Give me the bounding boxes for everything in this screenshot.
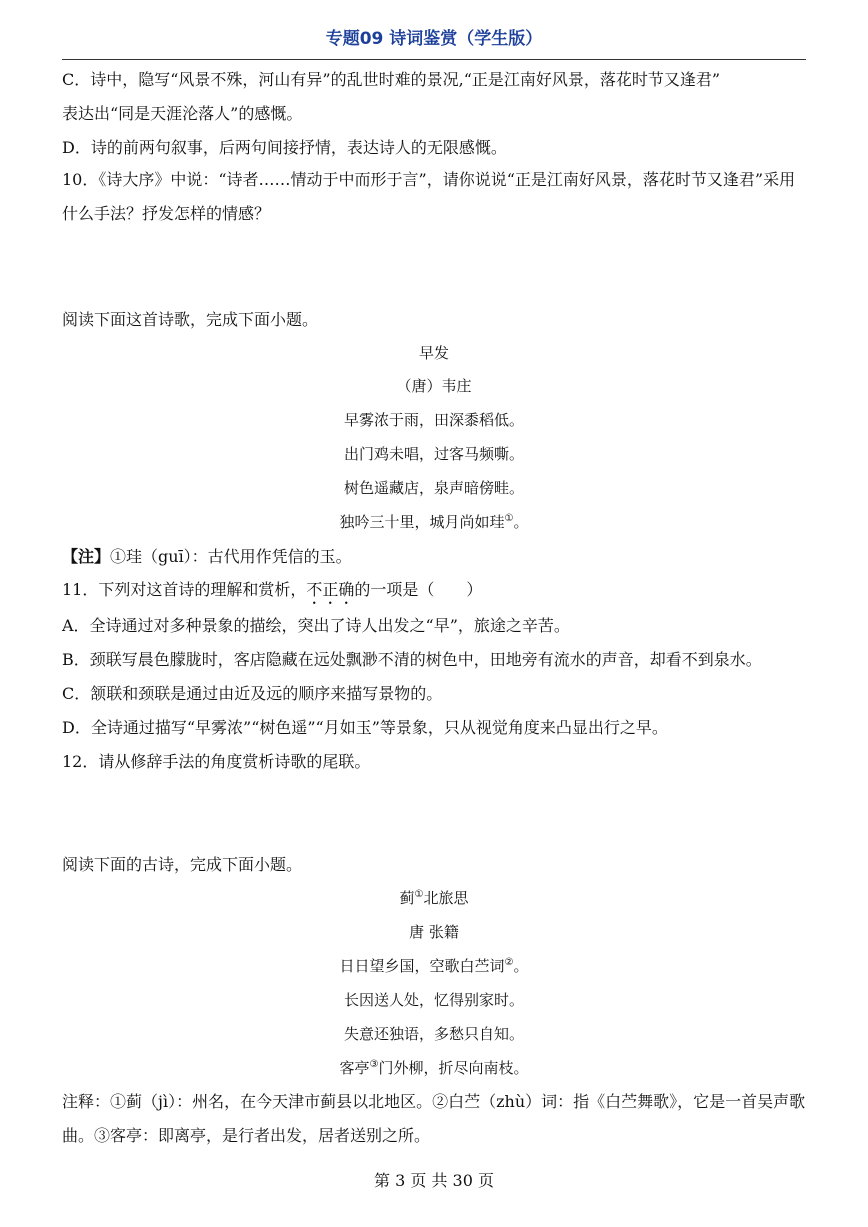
poem1-title: 早发 xyxy=(418,344,449,362)
poem2-title: 蓟①北旅思 xyxy=(399,889,469,907)
q11-option-d: D．全诗通过描写“早雾浓”“树色遥”“月如玉”等景象，只从视觉角度来凸显出行之早。 xyxy=(62,718,668,737)
poem2-line4: 客亭③门外柳，折尽向南枝。 xyxy=(339,1059,529,1077)
poem2-line3: 失意还独语，多愁只自知。 xyxy=(343,1025,524,1043)
question-10: 10．《诗大序》中说：“诗者……情动于中而形于言”，请你说说“正是江南好风景，落花时节又逢君”采用什么手法？抒发怎样的情感？ xyxy=(62,170,796,223)
poem1-line3: 树色遥藏店，泉声暗傍畦。 xyxy=(343,479,524,497)
note-label: 【注】 xyxy=(62,547,111,566)
poem1-line4: 独吟三十里，城月尚如珪①。 xyxy=(339,513,529,531)
poem2-title-footnote: ① xyxy=(414,889,424,900)
emphasis-not-correct: 不正确 xyxy=(306,580,355,599)
poem2-author: 唐 张籍 xyxy=(409,923,459,941)
poem1-line1: 早雾浓于雨，田深黍稻低。 xyxy=(343,411,524,429)
poem2-notes: 注释：①蓟（jì）：州名，在今天津市蓟县以北地区。②白苎（zhù）词：指《白苎舞歌》，它是一首吴声歌曲。③客亭：即离亭，是行者出发，居者送别之所。 xyxy=(62,1092,806,1145)
q11-option-c: C．颔联和颈联是通过由近及远的顺序来描写景物的。 xyxy=(62,684,443,703)
note-text: ①珪（guī）：古代用作凭信的玉。 xyxy=(110,547,352,566)
poem1-note xyxy=(62,547,352,567)
q11-option-a: A．全诗通过对多种景象的描绘，突出了诗人出发之“早”，旅途之辛苦。 xyxy=(62,616,570,635)
poem1-intro: 阅读下面这首诗歌，完成下面小题。 xyxy=(62,310,319,329)
poem1-footnote-mark: ① xyxy=(504,513,514,524)
option-d: D．诗的前两句叙事，后两句间接抒情，表达诗人的无限感慨。 xyxy=(62,138,507,157)
poem1-line2: 出门鸡未唱，过客马频嘶。 xyxy=(343,445,524,463)
page-header-title: 专题09 诗词鉴赏（学生版） xyxy=(325,29,543,49)
poem2-line2: 长因送人处，忆得别家时。 xyxy=(343,991,524,1009)
option-c-line2: 表达出“同是天涯沦落人”的感慨。 xyxy=(62,104,303,123)
question-11: 11．下列对这首诗的理解和赏析，不正确的一项是（ ） xyxy=(62,580,483,599)
poem1-author: （唐）韦庄 xyxy=(396,377,472,395)
poem2-line1: 日日望乡国，空歌白苎词②。 xyxy=(339,957,529,975)
q11-option-b: B．颈联写晨色朦胧时，客店隐藏在远处飘渺不清的树色中，田地旁有流水的声音，却看不到泉水。 xyxy=(62,650,762,669)
question-12: 12．请从修辞手法的角度赏析诗歌的尾联。 xyxy=(62,752,371,771)
poem2-intro: 阅读下面的古诗，完成下面小题。 xyxy=(62,855,303,874)
header-divider xyxy=(62,59,806,60)
poem1-line4-text: 独吟三十里，城月尚如珪 xyxy=(339,513,505,531)
page-footer: 第 3 页 共 30 页 xyxy=(374,1171,494,1190)
option-c-line1: C．诗中，隐写“风景不殊，河山有异”的乱世时难的景况,“正是江南好风景，落花时节又逢君” xyxy=(62,70,721,89)
